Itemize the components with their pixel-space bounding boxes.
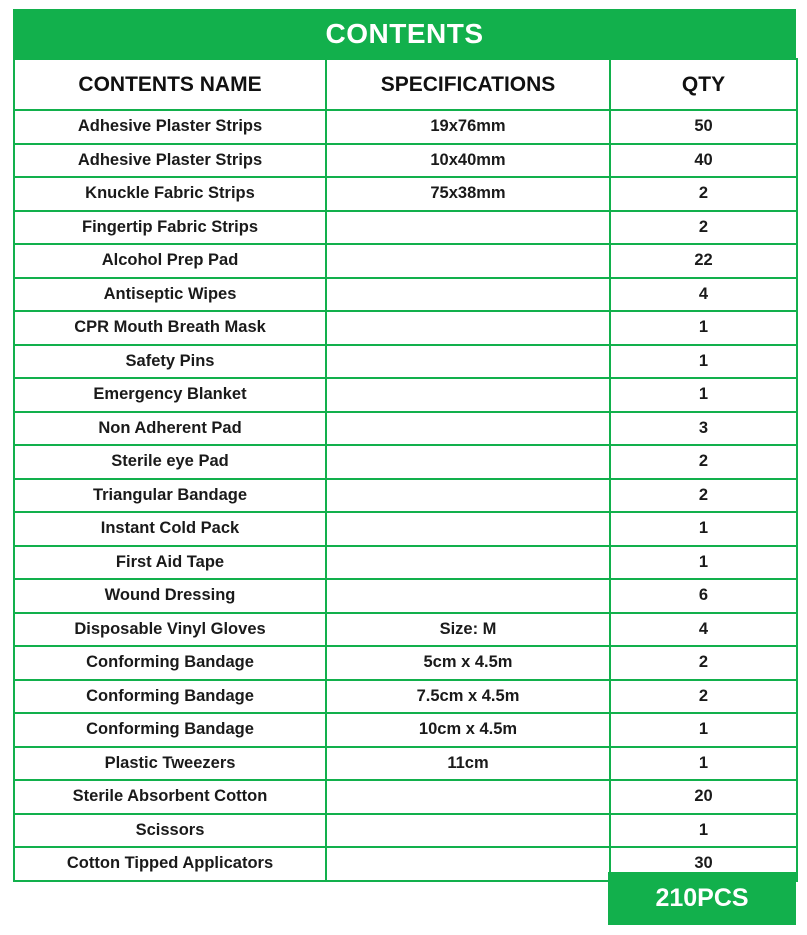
- table-row: [14, 345, 797, 379]
- item-spec-cell: [326, 378, 610, 412]
- table-row: [14, 110, 797, 144]
- item-spec-cell: 10x40mm: [326, 144, 610, 178]
- item-name-cell: First Aid Tape: [14, 546, 326, 580]
- item-spec-cell: [326, 412, 610, 446]
- item-spec-cell: 19x76mm: [326, 110, 610, 144]
- item-name-cell: Scissors: [14, 814, 326, 848]
- page-title: CONTENTS: [13, 9, 796, 58]
- table-row: [14, 680, 797, 714]
- item-name-cell: Sterile eye Pad: [14, 445, 326, 479]
- item-spec-cell: [326, 847, 610, 881]
- item-qty-cell: 30: [610, 847, 797, 881]
- item-spec-cell: [326, 814, 610, 848]
- item-name-cell: Safety Pins: [14, 345, 326, 379]
- table-row: [14, 311, 797, 345]
- item-qty-cell: 4: [610, 278, 797, 312]
- item-spec-cell: 75x38mm: [326, 177, 610, 211]
- item-qty-cell: 2: [610, 211, 797, 245]
- item-name-cell: Triangular Bandage: [14, 479, 326, 513]
- item-spec-cell: Size: M: [326, 613, 610, 647]
- item-name-cell: Conforming Bandage: [14, 646, 326, 680]
- item-spec-cell: 5cm x 4.5m: [326, 646, 610, 680]
- table-row: [14, 278, 797, 312]
- item-qty-cell: 2: [610, 177, 797, 211]
- item-qty-cell: 40: [610, 144, 797, 178]
- item-qty-cell: 20: [610, 780, 797, 814]
- item-spec-cell: [326, 512, 610, 546]
- item-qty-cell: 4: [610, 613, 797, 647]
- header-qty: QTY: [610, 59, 797, 110]
- item-qty-cell: 50: [610, 110, 797, 144]
- table-row: [14, 713, 797, 747]
- table-row: [14, 546, 797, 580]
- item-name-cell: Wound Dressing: [14, 579, 326, 613]
- table-row: [14, 412, 797, 446]
- table-row: [14, 177, 797, 211]
- item-spec-cell: [326, 780, 610, 814]
- item-qty-cell: 1: [610, 814, 797, 848]
- table-row: [14, 211, 797, 245]
- table-row: [14, 445, 797, 479]
- item-name-cell: Alcohol Prep Pad: [14, 244, 326, 278]
- item-name-cell: Adhesive Plaster Strips: [14, 110, 326, 144]
- item-name-cell: Adhesive Plaster Strips: [14, 144, 326, 178]
- header-contents-name: CONTENTS NAME: [14, 59, 326, 110]
- table-row: [14, 579, 797, 613]
- item-spec-cell: 7.5cm x 4.5m: [326, 680, 610, 714]
- item-spec-cell: [326, 211, 610, 245]
- item-qty-cell: 1: [610, 713, 797, 747]
- item-name-cell: Conforming Bandage: [14, 713, 326, 747]
- item-spec-cell: [326, 345, 610, 379]
- item-name-cell: Disposable Vinyl Gloves: [14, 613, 326, 647]
- item-name-cell: Instant Cold Pack: [14, 512, 326, 546]
- item-qty-cell: 2: [610, 646, 797, 680]
- item-qty-cell: 1: [610, 546, 797, 580]
- table-row: [14, 378, 797, 412]
- item-qty-cell: 6: [610, 579, 797, 613]
- item-name-cell: CPR Mouth Breath Mask: [14, 311, 326, 345]
- item-qty-cell: 1: [610, 747, 797, 781]
- item-name-cell: Knuckle Fabric Strips: [14, 177, 326, 211]
- table-row: [14, 512, 797, 546]
- item-qty-cell: 1: [610, 311, 797, 345]
- contents-table: [13, 58, 798, 882]
- item-spec-cell: 10cm x 4.5m: [326, 713, 610, 747]
- item-name-cell: Plastic Tweezers: [14, 747, 326, 781]
- table-row: [14, 780, 797, 814]
- item-qty-cell: 3: [610, 412, 797, 446]
- item-name-cell: Antiseptic Wipes: [14, 278, 326, 312]
- item-spec-cell: [326, 579, 610, 613]
- item-qty-cell: 2: [610, 680, 797, 714]
- item-spec-cell: [326, 311, 610, 345]
- item-name-cell: Conforming Bandage: [14, 680, 326, 714]
- item-spec-cell: [326, 479, 610, 513]
- table-row: [14, 814, 797, 848]
- item-qty-cell: 2: [610, 479, 797, 513]
- table-row: [14, 747, 797, 781]
- item-name-cell: Fingertip Fabric Strips: [14, 211, 326, 245]
- item-name-cell: Sterile Absorbent Cotton: [14, 780, 326, 814]
- item-spec-cell: 11cm: [326, 747, 610, 781]
- item-qty-cell: 22: [610, 244, 797, 278]
- item-spec-cell: [326, 445, 610, 479]
- item-qty-cell: 1: [610, 512, 797, 546]
- table-row: [14, 144, 797, 178]
- table-row: [14, 244, 797, 278]
- item-qty-cell: 1: [610, 378, 797, 412]
- item-qty-cell: 1: [610, 345, 797, 379]
- total-count: 210PCS: [608, 872, 796, 925]
- item-name-cell: Cotton Tipped Applicators: [14, 847, 326, 881]
- table-row: [14, 613, 797, 647]
- item-spec-cell: [326, 546, 610, 580]
- item-name-cell: Non Adherent Pad: [14, 412, 326, 446]
- item-spec-cell: [326, 278, 610, 312]
- table-row: [14, 646, 797, 680]
- item-qty-cell: 2: [610, 445, 797, 479]
- header-specifications: SPECIFICATIONS: [326, 59, 610, 110]
- item-name-cell: Emergency Blanket: [14, 378, 326, 412]
- table-row: [14, 479, 797, 513]
- item-spec-cell: [326, 244, 610, 278]
- header-row: [14, 59, 797, 110]
